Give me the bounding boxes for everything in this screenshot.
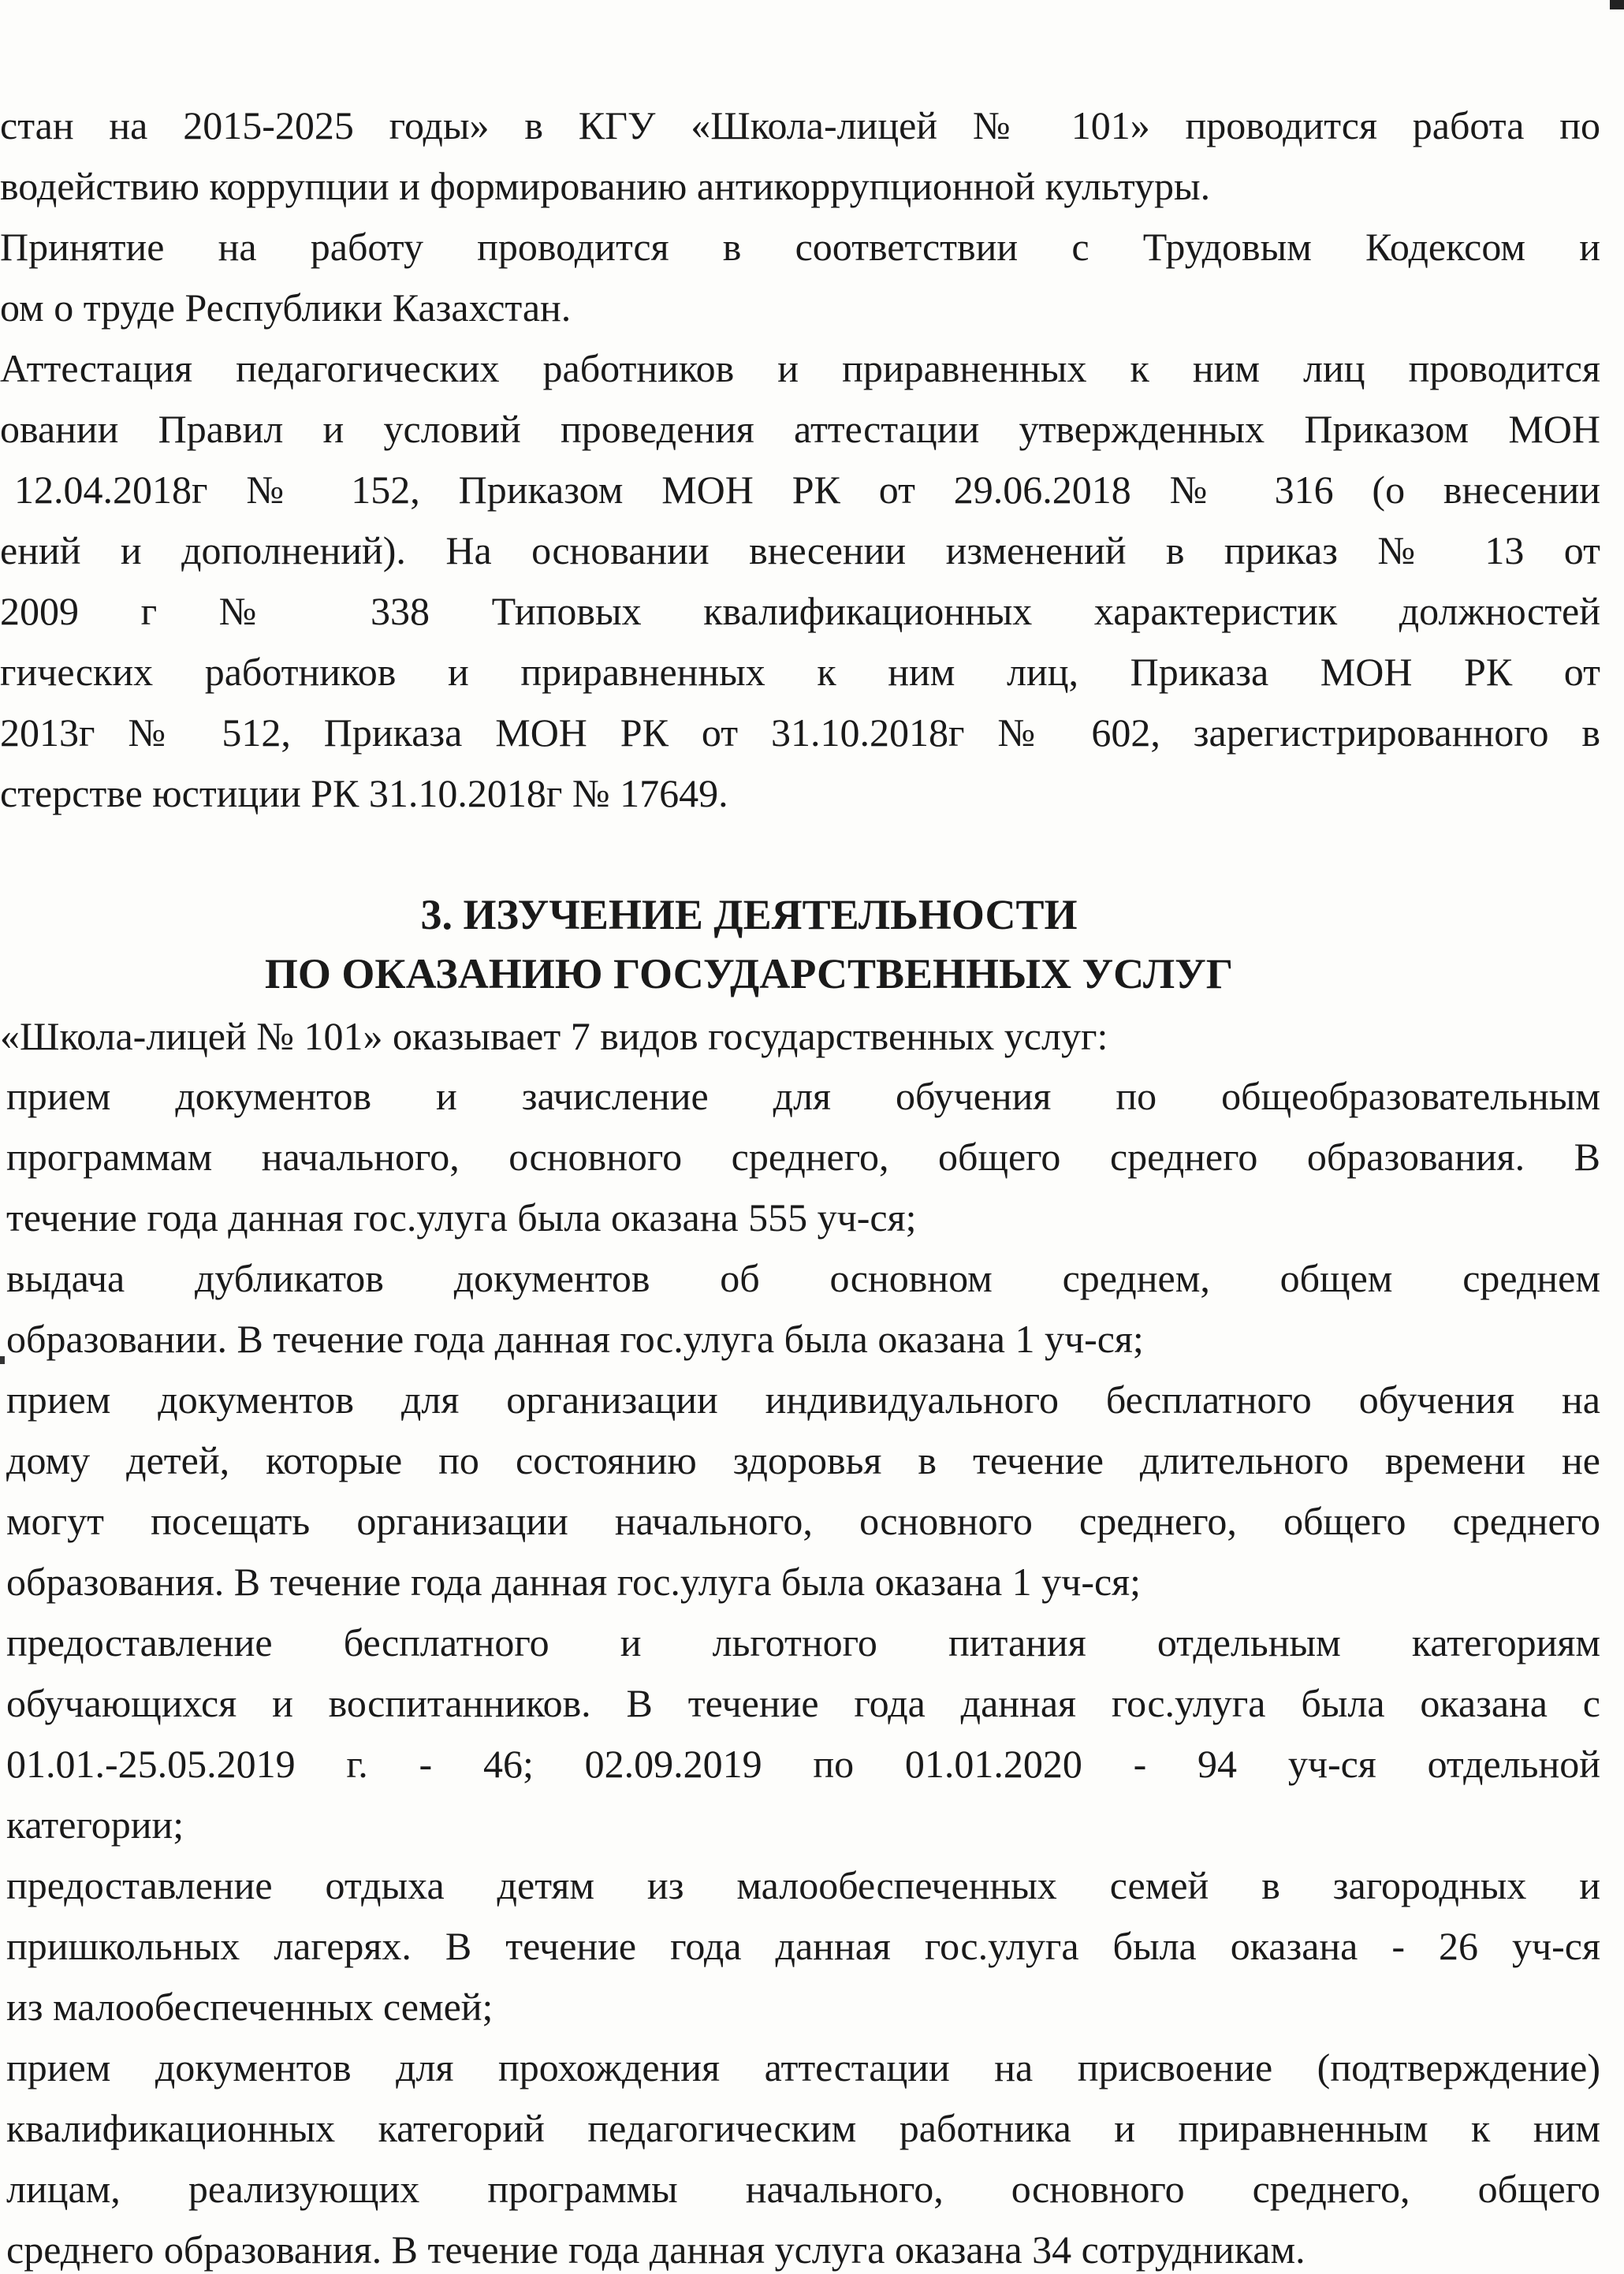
paragraph-line: 2013г № 512, Приказа МОН РК от 31.10.2018г № 602, зарегистрированного в (0, 710, 1600, 755)
service-line: квалификационных категорий педагогическим работника и приравненным к ним (6, 2106, 1600, 2150)
service-line: из малообеспеченных семей; (6, 1985, 494, 2029)
paragraph-line: 12.04.2018г № 152, Приказом МОН РК от 29.06.2018 № 316 (о внесении (14, 468, 1600, 512)
paragraph-line: Принятие на работу проводится в соответствии с Трудовым Кодексом и (0, 225, 1600, 269)
service-line: выдача дубликатов документов об основном среднем, общем среднем (6, 1256, 1600, 1300)
service-line: предоставление отдыха детям из малообеспеченных семей в загородных и (6, 1863, 1600, 1907)
scan-artifact (0, 1356, 5, 1364)
paragraph-line: Аттестация педагогических работников и приравненных к ним лиц проводится (0, 346, 1600, 390)
service-line: прием документов для прохождения аттестации на присвоение (подтверждение) (6, 2045, 1600, 2089)
paragraph-line: водействию коррупции и формированию антикоррупционной культуры. (0, 164, 1211, 208)
service-line: дому детей, которые по состоянию здоровья в течение длительного времени не (6, 1438, 1600, 1482)
service-line: категории; (6, 1802, 184, 1847)
service-line: 01.01.-25.05.2019 г. - 46; 02.09.2019 по 01.01.2020 - 94 уч-ся отдельной (6, 1742, 1600, 1786)
service-line: могут посещать организации начального, основного среднего, общего среднего (6, 1499, 1600, 1543)
paragraph-line: гических работников и приравненных к ним лиц, Приказа МОН РК от (0, 650, 1600, 694)
scan-artifact (1610, 0, 1624, 9)
section-title-line-1: 3. ИЗУЧЕНИЕ ДЕЯТЕЛЬНОСТИ (420, 891, 1078, 938)
service-line: предоставление бесплатного и льготного питания отдельным категориям (6, 1620, 1600, 1664)
service-line: пришкольных лагерях. В течение года данная гос.улуга была оказана - 26 уч-ся (6, 1924, 1600, 1968)
paragraph-line: стерстве юстиции РК 31.10.2018г № 17649. (0, 771, 728, 815)
service-line: образования. В течение года данная гос.улуга была оказана 1 уч-ся; (6, 1560, 1142, 1604)
paragraph-line: ений и дополнений). На основании внесении изменений в приказ № 13 от (0, 528, 1600, 572)
service-line: обучающихся и воспитанников. В течение года данная гос.улуга была оказана с (6, 1681, 1600, 1725)
paragraph-line: ом о труде Республики Казахстан. (0, 285, 572, 330)
service-line: среднего образования. В течение года данная услуга оказана 34 сотрудникам. (6, 2227, 1306, 2272)
paragraph-line: стан на 2015-2025 годы» в КГУ «Школа-лицей № 101» проводится работа по (0, 103, 1600, 147)
service-line: прием документов для организации индивидуального бесплатного обучения на (6, 1377, 1600, 1422)
paragraph-line: овании Правил и условий проведения аттестации утвержденных Приказом МОН (0, 407, 1600, 451)
service-line: прием документов и зачисление для обучения по общеобразовательным (6, 1074, 1600, 1118)
service-line: лицам, реализующих программы начального, основного среднего, общего (6, 2167, 1600, 2211)
service-line: программам начального, основного среднего, общего среднего образования. В (6, 1135, 1600, 1179)
paragraph-line: 2009 г № 338 Типовых квалификационных характеристик должностей (0, 589, 1600, 633)
service-line: течение года данная гос.улуга была оказана 555 уч-ся; (6, 1195, 917, 1240)
section-intro: «Школа-лицей № 101» оказывает 7 видов государственных услуг: (0, 1014, 1108, 1058)
service-line: образовании. В течение года данная гос.улуга была оказана 1 уч-ся; (6, 1317, 1144, 1361)
section-title-line-2: ПО ОКАЗАНИЮ ГОСУДАРСТВЕННЫХ УСЛУГ (264, 950, 1234, 997)
